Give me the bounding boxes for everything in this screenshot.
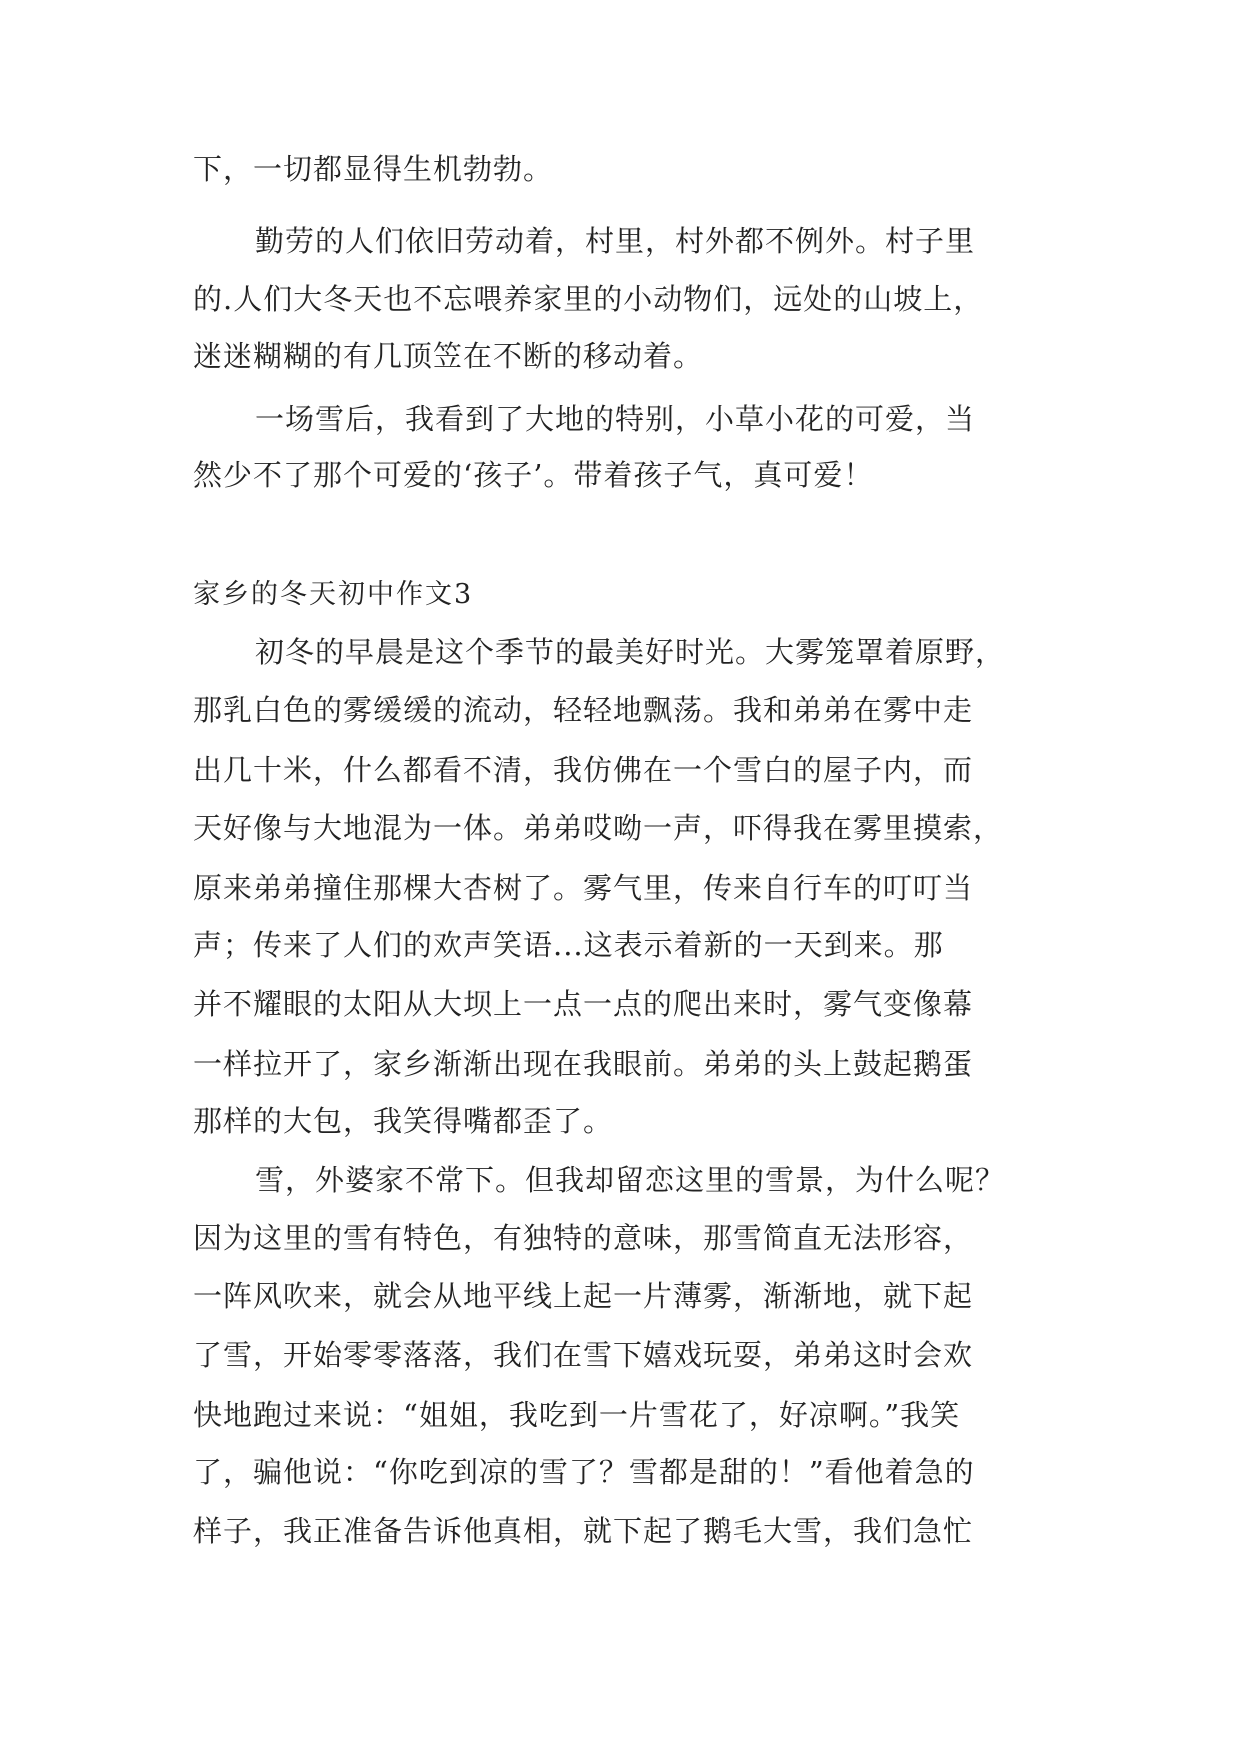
paragraph-start-line: 一场雪后，我看到了大地的特别，小草小花的可爱，当: [255, 402, 976, 436]
paragraph-start-line: 雪，外婆家不常下。但我却留恋这里的雪景，为什么呢？: [255, 1163, 1006, 1197]
text-line: 天好像与大地混为一体。弟弟哎呦一声，吓得我在雾里摸索，: [193, 811, 1004, 845]
text-line: 那样的大包，我笑得嘴都歪了。: [193, 1104, 614, 1138]
text-line: 了，骗他说：“你吃到凉的雪了？雪都是甜的！”看他着急的: [193, 1455, 975, 1489]
text-line: 了雪，开始零零落落，我们在雪下嬉戏玩耍，弟弟这时会欢: [193, 1338, 974, 1372]
text-line: 因为这里的雪有特色，有独特的意味，那雪简直无法形容，: [193, 1221, 974, 1255]
paragraph-start-line: 初冬的早晨是这个季节的最美好时光。大雾笼罩着原野，: [255, 635, 1006, 669]
text-line: 原来弟弟撞住那棵大杏树了。雾气里，传来自行车的叮叮当: [193, 871, 974, 905]
text-line: 的.人们大冬天也不忘喂养家里的小动物们，远处的山坡上，: [193, 282, 984, 316]
text-line: 声；传来了人们的欢声笑语...这表示着新的一天到来。那: [193, 928, 944, 962]
text-line: 一阵风吹来，就会从地平线上起一片薄雾，渐渐地，就下起: [193, 1279, 974, 1313]
text-line: 一样拉开了，家乡渐渐出现在我眼前。弟弟的头上鼓起鹅蛋: [193, 1047, 974, 1081]
text-line: 样子，我正准备告诉他真相，就下起了鹅毛大雪，我们急忙: [193, 1514, 974, 1548]
text-line: 快地跑过来说：“姐姐，我吃到一片雪花了，好凉啊。”我笑: [193, 1398, 961, 1432]
paragraph-start-line: 勤劳的人们依旧劳动着，村里，村外都不例外。村子里: [255, 224, 976, 258]
section-heading: 家乡的冬天初中作文3: [193, 579, 474, 610]
text-line: 那乳白色的雾缓缓的流动，轻轻地飘荡。我和弟弟在雾中走: [193, 693, 974, 727]
text-line: 然少不了那个可爱的‘孩子’。带着孩子气，真可爱！: [193, 458, 874, 492]
text-line: 迷迷糊糊的有几顶笠在不断的移动着。: [193, 339, 704, 373]
text-line: 并不耀眼的太阳从大坝上一点一点的爬出来时，雾气变像幕: [193, 987, 974, 1021]
text-line: 出几十米，什么都看不清，我仿佛在一个雪白的屋子内，而: [193, 753, 974, 787]
text-line: 下，一切都显得生机勃勃。: [193, 152, 554, 186]
